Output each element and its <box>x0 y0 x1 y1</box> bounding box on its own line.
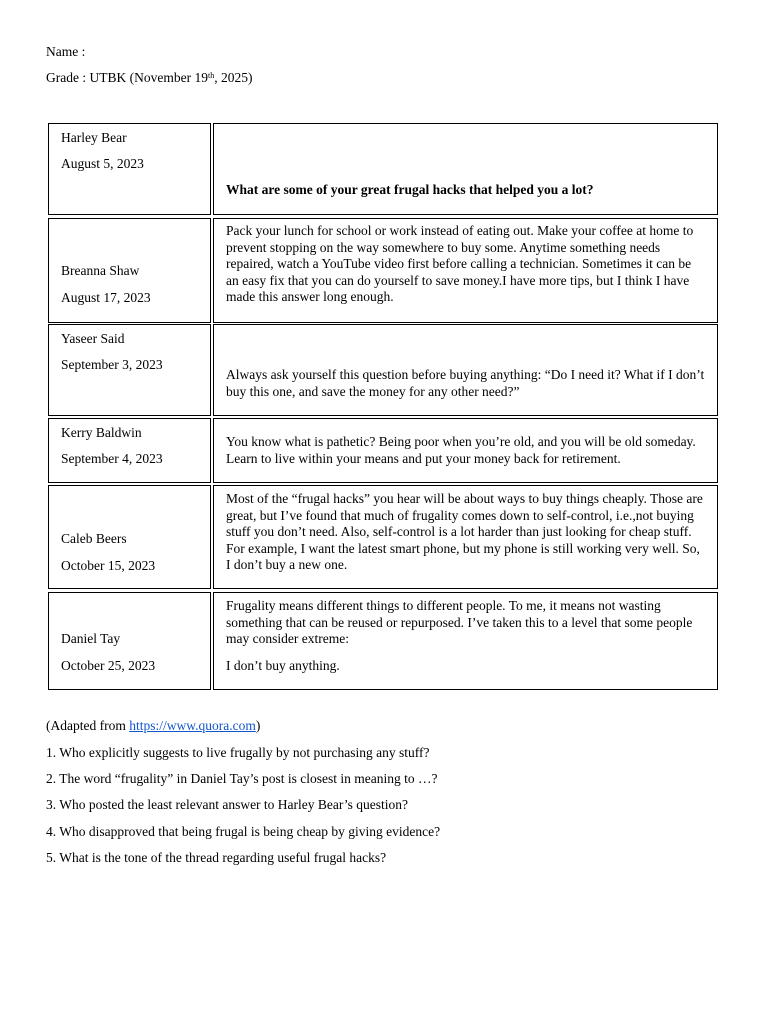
grade-prefix: Grade : UTBK (November 19 <box>46 70 208 85</box>
post-text: Always ask yourself this question before buying anything: “Do I need it? What if I don’t buy this one, and save the money for any other need?” <box>226 367 705 399</box>
post-text: You know what is pathetic? Being poor when you’re old, and you will be old someday. Learn to live within your means and put your money back for retirement. <box>226 434 696 466</box>
author-name: Yaseer Said <box>61 331 125 346</box>
source-prefix: (Adapted from <box>46 718 130 733</box>
question-text: What are some of your great frugal hacks that helped you a lot? <box>226 182 594 197</box>
grade-suffix: , 2025) <box>214 70 253 85</box>
thread-row <box>48 218 718 323</box>
source-line <box>46 718 260 734</box>
post-date: August 5, 2023 <box>61 156 144 171</box>
question-item: 2. The word “frugality” in Daniel Tay’s post is closest in meaning to …? <box>46 771 438 786</box>
grade-line <box>46 70 252 86</box>
author-name: Kerry Baldwin <box>61 425 142 440</box>
source-link[interactable]: https://www.quora.com <box>129 718 256 733</box>
question-item: 4. Who disapproved that being frugal is being cheap by giving evidence? <box>46 824 441 839</box>
post-date: August 17, 2023 <box>61 290 151 305</box>
post-cell <box>213 324 718 416</box>
question-item: 5. What is the tone of the thread regarding useful frugal hacks? <box>46 850 387 865</box>
post-text: Frugality means different things to different people. To me, it means not wasting something that can be reused or repurposed. I’ve taken this to a level that some people may consider extreme: <box>226 598 693 646</box>
post-text: Most of the “frugal hacks” you hear will be about ways to buy things cheaply. Those are great, but I’ve found that much of frugality comes down to self-control, i.e.,not buying stuff you don’t need. Also, self-control is a lot harder than just looking for cheap stuff. For example, I want the latest smart phone, but my phone is still working very well. So, I don’t buy a new one. <box>226 491 703 572</box>
source-suffix: ) <box>255 718 261 733</box>
author-name: Harley Bear <box>61 130 127 145</box>
question-item: 3. Who posted the least relevant answer to Harley Bear’s question? <box>46 797 409 812</box>
post-date: September 3, 2023 <box>61 357 163 372</box>
thread-row-question <box>48 123 718 215</box>
author-cell <box>48 592 211 690</box>
author-cell <box>48 218 211 323</box>
author-name: Daniel Tay <box>61 631 121 646</box>
post-date: September 4, 2023 <box>61 451 163 466</box>
grade-superscript: th <box>207 71 215 80</box>
post-cell <box>213 123 718 215</box>
author-cell <box>48 123 211 215</box>
thread-row <box>48 418 718 483</box>
post-text: Pack your lunch for school or work instead of eating out. Make your coffee at home to prevent stopping on the way somewhere to buy some. Anytime something needs repaired, watch a YouTube video first before calling a technician. Sometimes it can be an easy fix that you can do yourself to save money.I have more tips, but I think I have made this answer long enough. <box>226 223 694 304</box>
author-cell <box>48 485 211 589</box>
author-cell <box>48 324 211 416</box>
thread-row <box>48 485 718 589</box>
post-cell <box>213 218 718 323</box>
post-text-second-paragraph: I don’t buy anything. <box>226 658 340 673</box>
post-cell <box>213 485 718 589</box>
name-label: Name : <box>46 44 86 59</box>
author-cell <box>48 418 211 483</box>
post-date: October 15, 2023 <box>61 558 156 573</box>
post-cell <box>213 592 718 690</box>
thread-row <box>48 324 718 416</box>
author-name: Breanna Shaw <box>61 263 140 278</box>
author-name: Caleb Beers <box>61 531 127 546</box>
post-cell <box>213 418 718 483</box>
question-item: 1. Who explicitly suggests to live frugally by not purchasing any stuff? <box>46 745 430 760</box>
thread-row <box>48 592 718 690</box>
post-date: October 25, 2023 <box>61 658 156 673</box>
